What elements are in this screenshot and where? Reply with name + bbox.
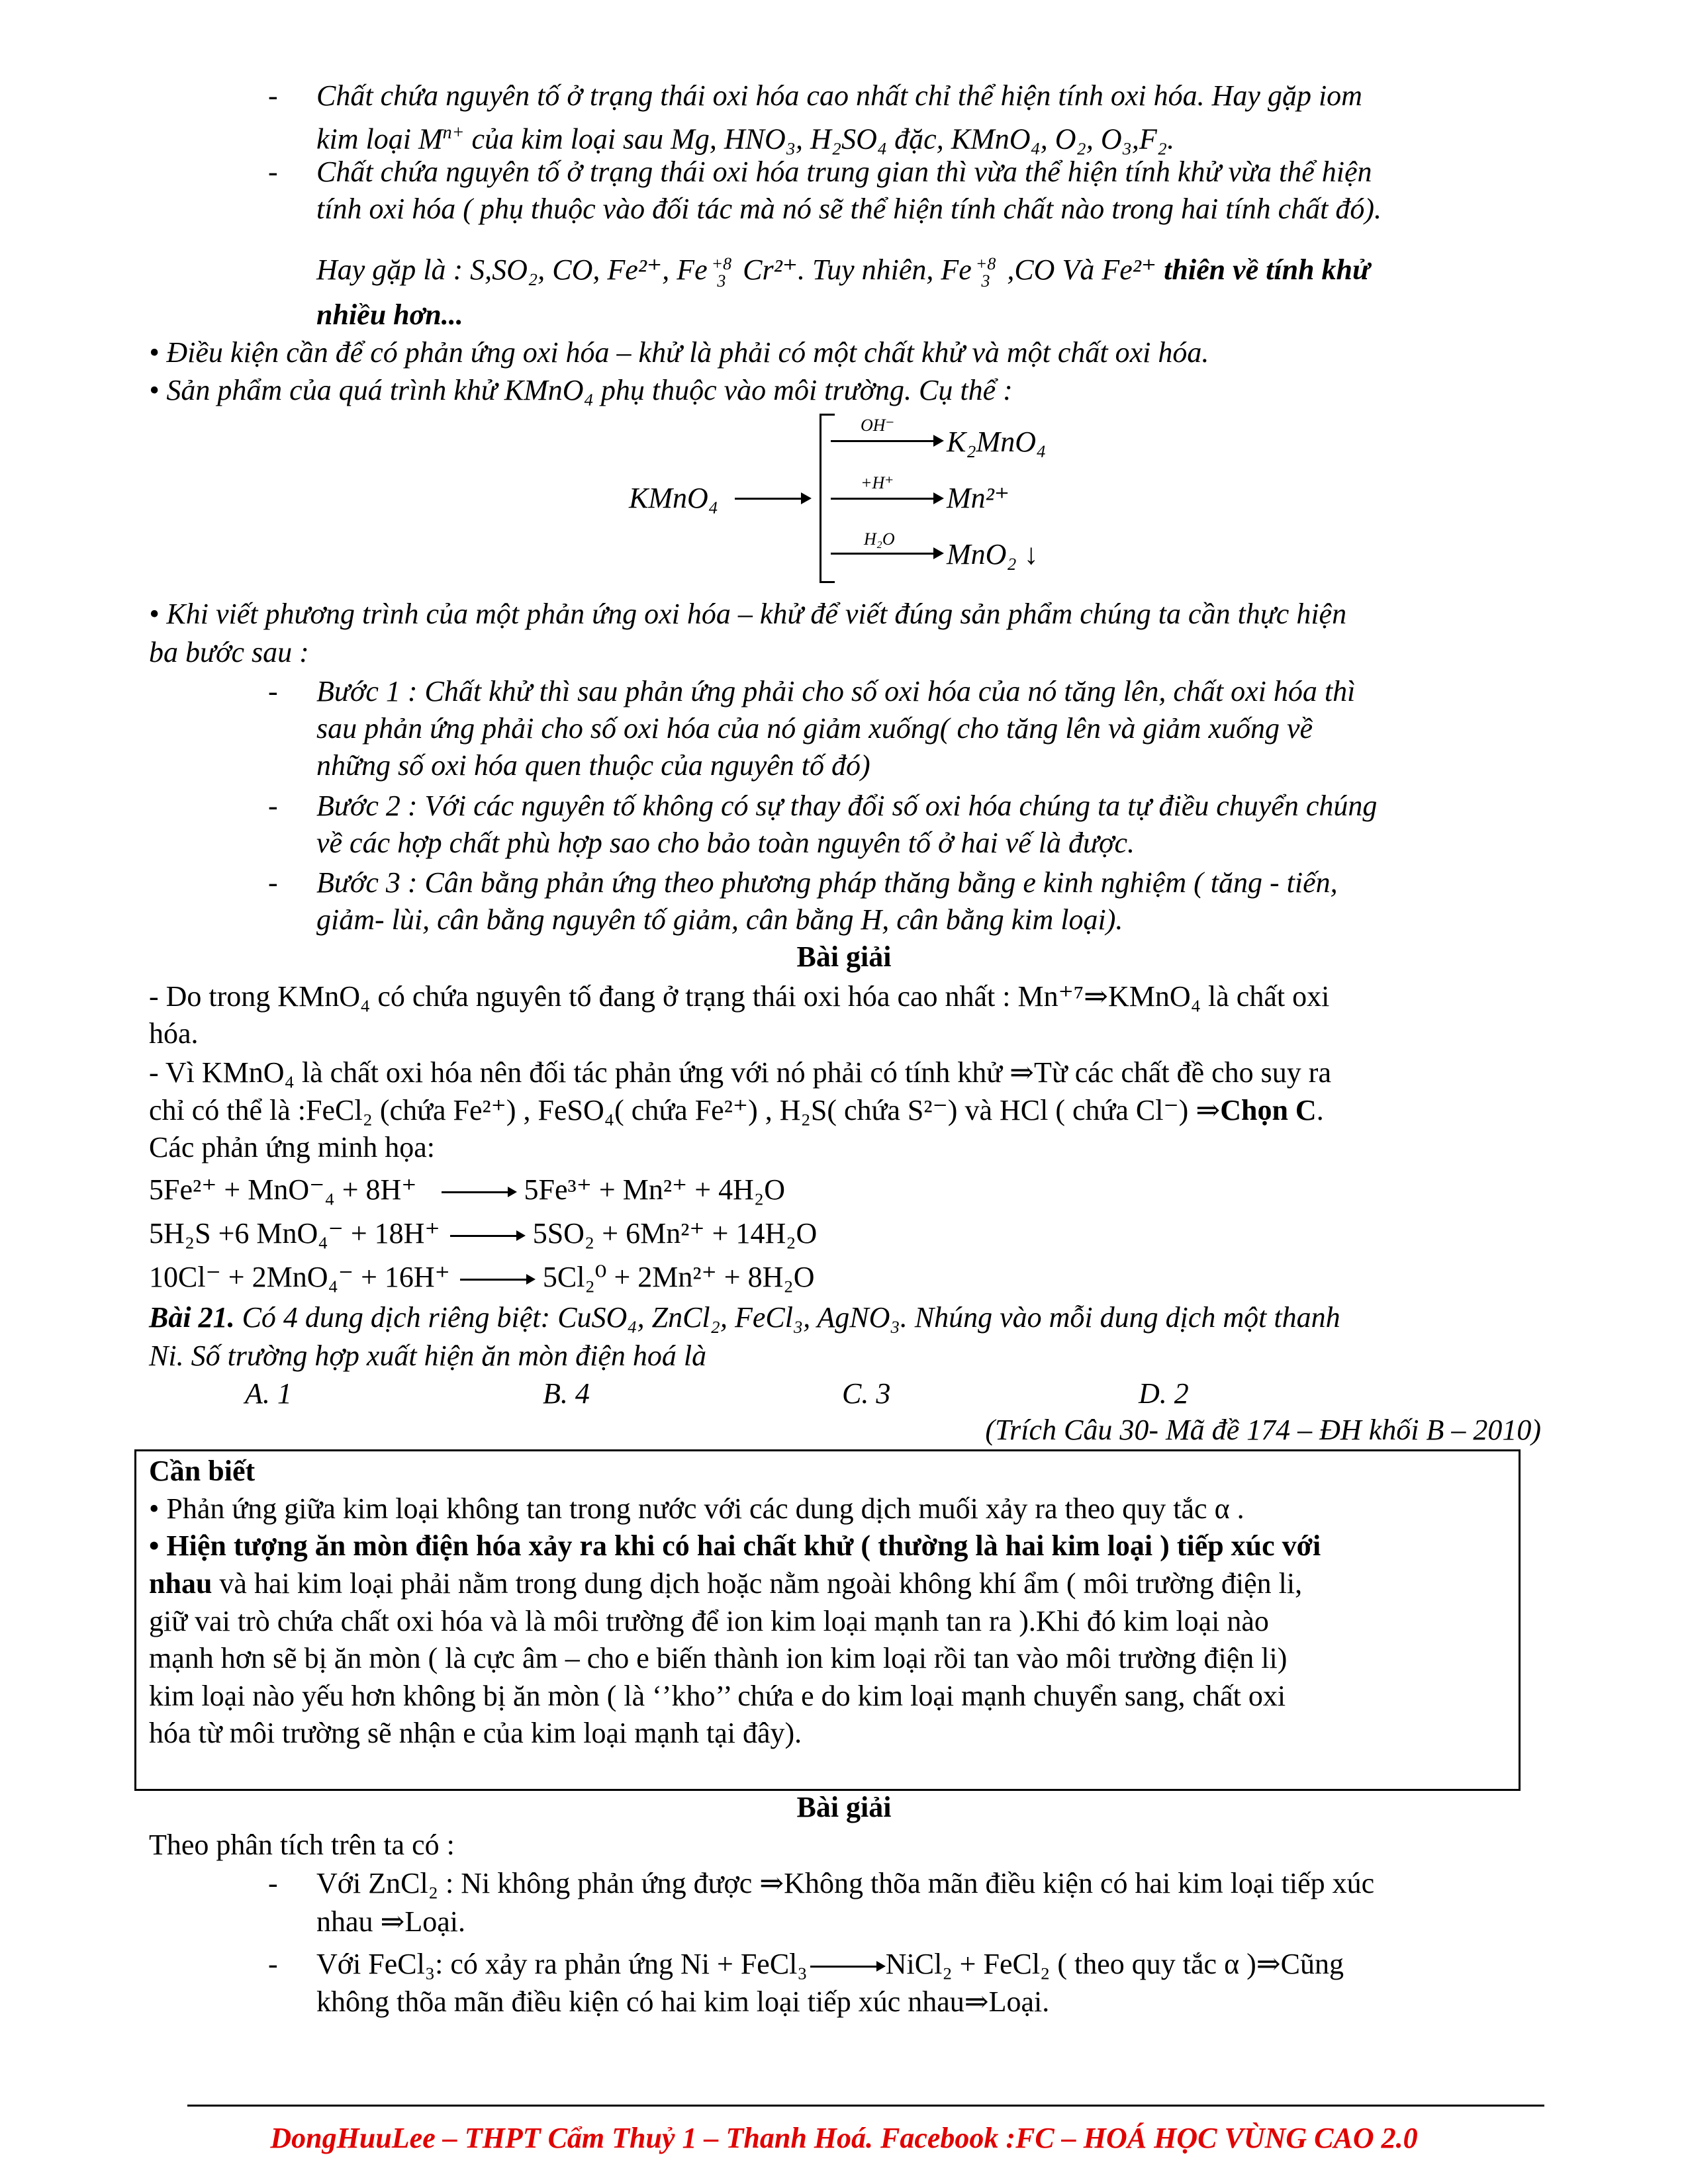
dash: -: [268, 156, 278, 188]
solution-line: Với FeCl₃: có xảy ra phản ứng Ni + FeCl₃ NiCl₂ + FeCl₂ ( theo quy tắc α )⇒Cũng: [316, 1948, 1344, 1980]
cond-3: H₂O: [864, 529, 895, 549]
dash: -: [268, 866, 278, 899]
solution-line: nhau ⇒Loại.: [316, 1905, 466, 1938]
solution-title: Bài giải: [796, 1791, 892, 1823]
dash: -: [268, 1867, 278, 1899]
step-line: về các hợp chất phù hợp sao cho bảo toàn nguyên tố ở hai vế là được.: [316, 827, 1135, 859]
cond-1: OH⁻: [861, 416, 895, 435]
box-line: giữ vai trò chứa chất oxi hóa và là môi trường để ion kim loại mạnh tan ra ).Khi đó kim loại nào: [149, 1605, 1269, 1637]
option-c: C. 3: [842, 1377, 891, 1410]
equation-arrow: [460, 1279, 533, 1281]
theory-line: Chất chứa nguyên tố ở trạng thái oxi hóa cao nhất chỉ thể hiện tính oxi hóa. Hay gặp iom: [316, 79, 1362, 112]
solution-line: - Vì KMnO₄ là chất oxi hóa nên đối tác phản ứng với nó phải có tính khử ⇒Từ các chất đề cho suy ra: [149, 1056, 1331, 1089]
equation: 5H₂S +6 MnO₄⁻ + 18H⁺ 5SO₂ + 6Mn²⁺ + 14H₂O: [149, 1217, 818, 1250]
theory-line: kim loại $M^{n+}$ của kim loại sau Mg, HNO₃, H₂SO₄ đặc, KMnO₄, O₂, O₃,F₂.: [316, 122, 1175, 156]
question-line: Ni. Số trường hợp xuất hiện ăn mòn điện hoá là: [149, 1340, 707, 1372]
step-line: giảm- lùi, cân bằng nguyên tố giảm, cân bằng H, cân bằng kim loại).: [316, 903, 1123, 936]
theory-line: Hay gặp là : S,SO₂, CO, Fe²⁺, Fe +8 3 Cr²⁺. Tuy nhiên, Fe +8 3 ,CO Và Fe²⁺ thiên về tính khử: [316, 253, 1370, 291]
footer-rule: [187, 2105, 1544, 2107]
step-line: Bước 1 : Chất khử thì sau phản ứng phải cho số oxi hóa của nó tăng lên, chất oxi hóa thì: [316, 675, 1356, 707]
box-line: hóa từ môi trường sẽ nhận e của kim loại mạnh tại đây).: [149, 1717, 802, 1749]
branch-arrow: [831, 498, 937, 500]
steps-intro: ba bước sau :: [149, 636, 309, 668]
equation: 10Cl⁻ + 2MnO₄⁻ + 16H⁺ 5Cl₂⁰ + 2Mn²⁺ + 8H₂O: [149, 1261, 815, 1293]
equation-arrow: [450, 1235, 523, 1237]
box-line: kim loại nào yếu hơn không bị ăn mòn ( là ‘’kho’’ chứa e do kim loại mạnh chuyển sang, chất oxi: [149, 1680, 1286, 1712]
arrow-head: [801, 492, 812, 504]
box-line: mạnh hơn sẽ bị ăn mòn ( là cực âm – cho e biến thành ion kim loại rồi tan vào môi trường điện li): [149, 1642, 1288, 1674]
step-line: Bước 2 : Với các nguyên tố không có sự thay đổi số oxi hóa chúng ta tự điều chuyển chúng: [316, 790, 1378, 822]
box-line: • Hiện tượng ăn mòn điện hóa xảy ra khi có hai chất khử ( thường là hai kim loại ) tiếp xúc với: [149, 1529, 1321, 1562]
solution-line: Theo phân tích trên ta có :: [149, 1829, 455, 1861]
steps-intro: • Khi viết phương trình của một phản ứng oxi hóa – khử để viết đúng sản phẩm chúng ta cần thực hiện: [149, 598, 1347, 630]
scheme-reactant: KMnO₄: [629, 482, 719, 514]
scheme-arrow: [735, 498, 808, 500]
arrow-head: [933, 492, 944, 504]
prod-1: K₂MnO₄: [947, 426, 1047, 458]
box-line: nhau và hai kim loại phải nằm trong dung dịch hoặc nằm ngoài không khí ẩm ( môi trường điện li,: [149, 1567, 1303, 1600]
equation-arrow: [810, 1966, 883, 1968]
solution-line: không thõa mãn điều kiện có hai kim loại tiếp xúc nhau⇒Loại.: [316, 1985, 1050, 2018]
arrow-head: [933, 547, 944, 559]
question-line: Bài 21. Có 4 dung dịch riêng biệt: CuSO₄, ZnCl₂, FeCl₃, AgNO₃. Nhúng vào mỗi dung dịch một thanh: [149, 1301, 1340, 1334]
cond-2: +H⁺: [861, 473, 894, 492]
dash: -: [268, 790, 278, 822]
step-line: sau phản ứng phải cho số oxi hóa của nó giảm xuống( cho tăng lên và giảm xuống về: [316, 712, 1313, 745]
equation-arrow: [442, 1191, 514, 1193]
dash: -: [268, 79, 278, 112]
dash: -: [268, 675, 278, 707]
dash: -: [268, 1948, 278, 1980]
step-line: những số oxi hóa quen thuộc của nguyên tố đó): [316, 749, 870, 782]
solution-line: hóa.: [149, 1017, 199, 1050]
step-line: Bước 3 : Cân bằng phản ứng theo phương pháp thăng bằng e kinh nghiệm ( tăng - tiến,: [316, 866, 1338, 899]
fraction: +8 3: [711, 253, 732, 291]
option-a: A. 1: [245, 1377, 292, 1410]
solution-line: Các phản ứng minh họa:: [149, 1131, 435, 1163]
theory-line: nhiều hơn...: [316, 298, 463, 331]
branch-arrow: [831, 553, 937, 555]
solution-line: Với ZnCl₂ : Ni không phản ứng được ⇒Không thõa mãn điều kiện có hai kim loại tiếp xúc: [316, 1867, 1375, 1899]
solution-line: chỉ có thể là :FeCl₂ (chứa Fe²⁺) , FeSO₄( chứa Fe²⁺) , H₂S( chứa S²⁻) và HCl ( chứa Cl⁻) ⇒Chọn C.: [149, 1094, 1324, 1126]
theory-line: Chất chứa nguyên tố ở trạng thái oxi hóa trung gian thì vừa thể hiện tính khử vừa thể hiện: [316, 156, 1372, 188]
prod-3: MnO₂ ↓: [947, 538, 1039, 570]
question-source: (Trích Câu 30- Mã đề 174 – ĐH khối B – 2010): [985, 1414, 1541, 1446]
prod-2: Mn²⁺: [947, 482, 1010, 514]
branch-arrow: [831, 440, 937, 442]
arrow-head: [933, 435, 944, 447]
option-b: B. 4: [543, 1377, 590, 1410]
box-title: Cần biết: [149, 1455, 256, 1487]
option-d: D. 2: [1139, 1377, 1189, 1410]
footer: DongHuuLee – THPT Cẩm Thuỷ 1 – Thanh Hoá. Facebook :FC – HOÁ HỌC VÙNG CAO 2.0: [270, 2122, 1418, 2154]
solution-title: Bài giải: [796, 940, 892, 973]
equation: 5Fe²⁺ + MnO⁻₄ + 8H⁺ 5Fe³⁺ + Mn²⁺ + 4H₂O: [149, 1173, 785, 1206]
bullet-line: • Sản phẩm của quá trình khử KMnO₄ phụ thuộc vào môi trường. Cụ thể :: [149, 374, 1013, 406]
solution-line: - Do trong KMnO₄ có chứa nguyên tố đang ở trạng thái oxi hóa cao nhất : Mn⁺⁷⇒KMnO₄ là chất oxi: [149, 980, 1330, 1013]
bullet-line: • Điều kiện cần để có phản ứng oxi hóa – khử là phải có một chất khử và một chất oxi hóa.: [149, 336, 1209, 369]
fraction: +8 3: [975, 253, 996, 291]
theory-line: tính oxi hóa ( phụ thuộc vào đối tác mà nó sẽ thể hiện tính chất nào trong hai tính chất đó).: [316, 193, 1382, 225]
box-line: • Phản ứng giữa kim loại không tan trong nước với các dung dịch muối xảy ra theo quy tắc α .: [149, 1492, 1244, 1525]
